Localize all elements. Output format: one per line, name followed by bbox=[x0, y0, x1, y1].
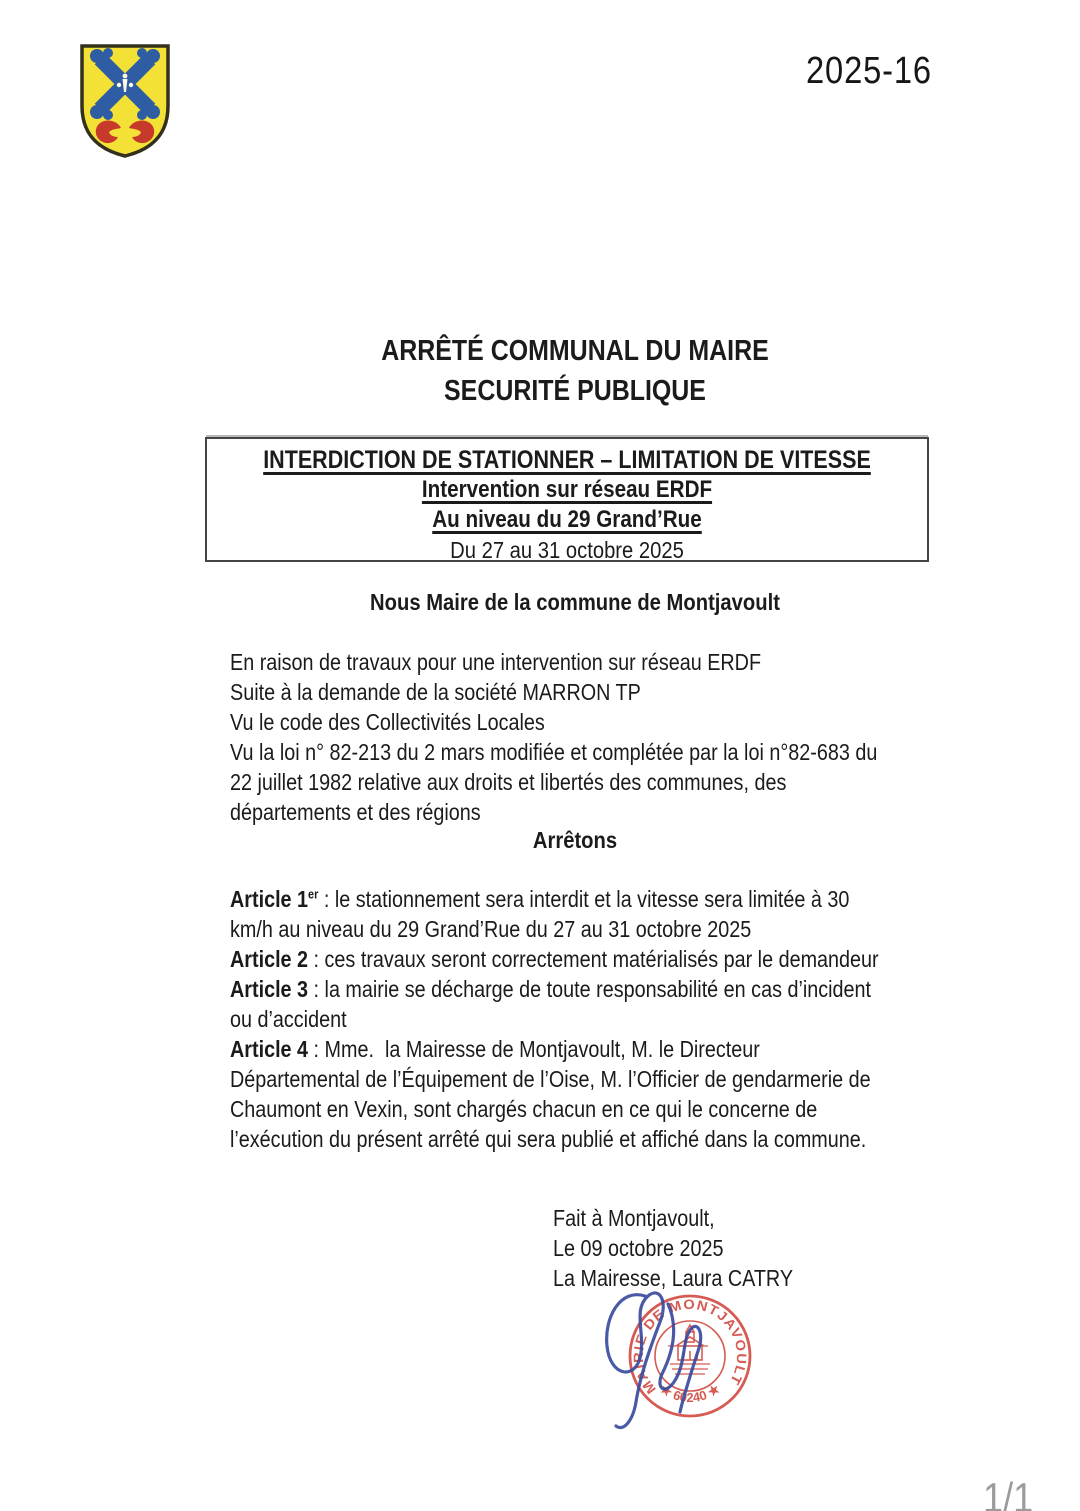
article-line: km/h au niveau du 29 Grand’Rue du 27 au 31 octobre 2025 bbox=[230, 916, 752, 942]
stamp-top-text: MAIRIE DE MONTJAVOULT bbox=[630, 1296, 750, 1397]
notice-box bbox=[205, 437, 929, 562]
closing-signatory: La Mairesse, Laura CATRY bbox=[553, 1265, 794, 1291]
articles bbox=[230, 884, 984, 1154]
svg-text:★ 60240 ★ bbox=[657, 1381, 722, 1405]
decree-word: Arrêtons bbox=[532, 827, 618, 853]
title-line-2: SECURITÉ PUBLIQUE bbox=[444, 375, 706, 407]
page-indicator: 1/1 bbox=[983, 1474, 1034, 1511]
article-line: Article 1er : le stationnement sera interdit et la vitesse sera limitée à 30 bbox=[230, 886, 850, 912]
article-line: ou d’accident bbox=[230, 1006, 347, 1032]
closing-block bbox=[553, 1203, 832, 1293]
preamble-line: Vu le code des Collectivités Locales bbox=[230, 709, 545, 735]
stamp-bottom-text: ★ 60240 ★ bbox=[657, 1380, 723, 1405]
notice-dates: Du 27 au 31 octobre 2025 bbox=[450, 537, 684, 563]
article-line: l’exécution du présent arrêté qui sera publié et affiché dans la commune. bbox=[230, 1126, 867, 1152]
salutation: Nous Maire de la commune de Montjavoult bbox=[370, 589, 780, 615]
notice-subtitle-location: Au niveau du 29 Grand’Rue bbox=[432, 506, 702, 533]
article-line: Article 4 : Mme. la Mairesse de Montjavoult, M. le Directeur bbox=[230, 1036, 760, 1062]
preamble-line: 22 juillet 1982 relative aux droits et libertés des communes, des bbox=[230, 769, 787, 795]
article-line: Article 2 : ces travaux seront correctement matérialisés par le demandeur bbox=[230, 946, 879, 972]
article-line: Article 3 : la mairie se décharge de toute responsabilité en cas d’incident bbox=[230, 976, 872, 1002]
document-number: 2025-16 bbox=[806, 50, 932, 92]
closing-date: Le 09 octobre 2025 bbox=[553, 1235, 724, 1261]
preamble bbox=[230, 647, 983, 827]
closing-place: Fait à Montjavoult, bbox=[553, 1205, 715, 1231]
commune-coat-of-arms bbox=[77, 42, 173, 160]
preamble-line: Suite à la demande de la société MARRON TP bbox=[230, 679, 641, 705]
article-line: Chaumont en Vexin, sont chargés chacun en ce qui le concerne de bbox=[230, 1096, 818, 1122]
notice-subtitle-intervention: Intervention sur réseau ERDF bbox=[421, 476, 713, 503]
preamble-line: En raison de travaux pour une intervention sur réseau ERDF bbox=[230, 649, 762, 675]
article-line: Départemental de l’Équipement de l’Oise, M. l’Officier de gendarmerie de bbox=[230, 1066, 871, 1092]
preamble-line: Vu la loi n° 82-213 du 2 mars modifiée et complétée par la loi n°82-683 du bbox=[230, 739, 878, 765]
title-line-1: ARRÊTÉ COMMUNAL DU MAIRE bbox=[381, 335, 769, 367]
document-title bbox=[215, 331, 935, 411]
municipal-stamp bbox=[590, 1284, 785, 1454]
notice-title: INTERDICTION DE STATIONNER – LIMITATION DE VITESSE bbox=[263, 446, 871, 474]
preamble-line: départements et des régions bbox=[230, 799, 481, 825]
